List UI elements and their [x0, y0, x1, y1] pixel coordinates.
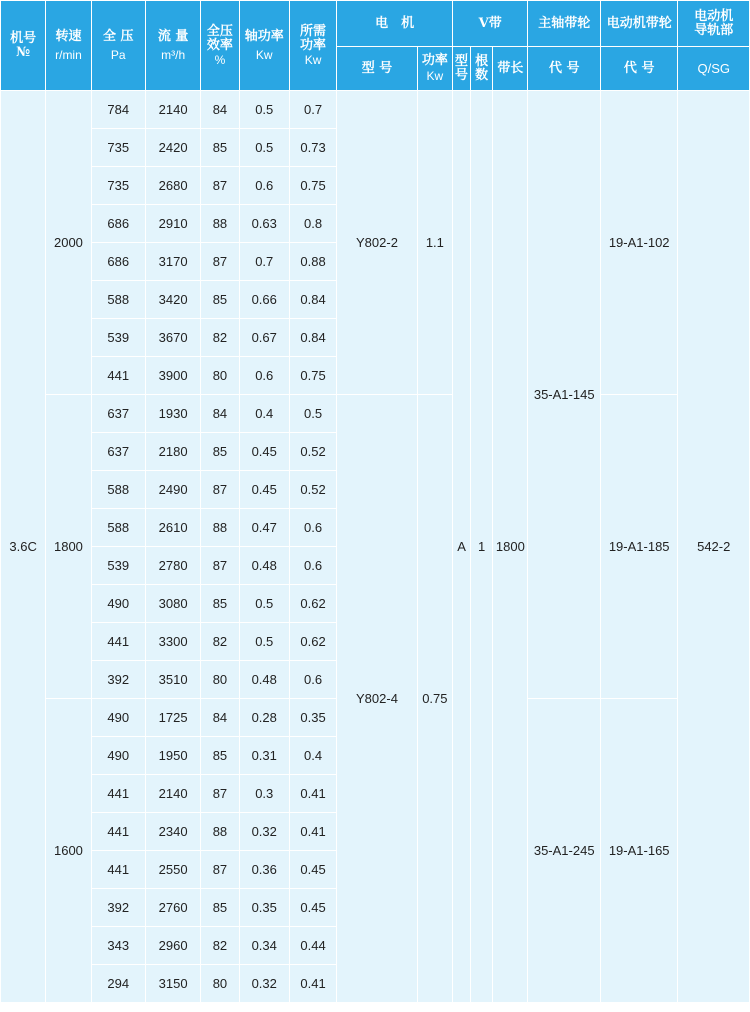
shaft-power-cell: 0.47 [239, 509, 289, 547]
required-power-cell: 0.75 [289, 357, 336, 395]
required-power-cell: 0.6 [289, 509, 336, 547]
flow-cell: 3670 [145, 319, 200, 357]
required-power-cell: 0.8 [289, 205, 336, 243]
header-vbelt-length: 带长 [493, 47, 528, 91]
shaft-power-cell: 0.5 [239, 91, 289, 129]
flow-cell: 1950 [145, 737, 200, 775]
speed-cell: 1800 [46, 395, 91, 699]
flow-cell: 2910 [145, 205, 200, 243]
pressure-cell: 735 [91, 167, 145, 205]
required-power-cell: 0.6 [289, 661, 336, 699]
shaft-power-cell: 0.63 [239, 205, 289, 243]
shaft-power-cell: 0.36 [239, 851, 289, 889]
required-power-cell: 0.35 [289, 699, 336, 737]
shaft-power-cell: 0.45 [239, 433, 289, 471]
header-vbelt-type: 型 号 [452, 47, 470, 91]
table-body [1, 91, 750, 1003]
required-power-cell: 0.84 [289, 319, 336, 357]
flow-cell: 3170 [145, 243, 200, 281]
shaft-power-cell: 0.7 [239, 243, 289, 281]
efficiency-cell: 82 [201, 927, 239, 965]
flow-cell: 2960 [145, 927, 200, 965]
pressure-cell: 392 [91, 889, 145, 927]
required-power-cell: 0.84 [289, 281, 336, 319]
pressure-cell: 588 [91, 509, 145, 547]
pressure-cell: 686 [91, 243, 145, 281]
pressure-cell: 490 [91, 699, 145, 737]
motor-pulley-cell: 19-A1-102 [600, 91, 678, 395]
efficiency-cell: 87 [201, 471, 239, 509]
shaft-power-cell: 0.67 [239, 319, 289, 357]
header-vbelt: V带 [452, 1, 527, 47]
pressure-cell: 588 [91, 281, 145, 319]
required-power-cell: 0.88 [289, 243, 336, 281]
header-rail: 电动机 导轨部 [678, 1, 750, 47]
flow-cell: 2610 [145, 509, 200, 547]
pressure-cell: 637 [91, 395, 145, 433]
spindle-pulley-cell: 35-A1-245 [528, 699, 600, 1003]
flow-cell: 2340 [145, 813, 200, 851]
flow-cell: 2550 [145, 851, 200, 889]
motor-pulley-cell: 19-A1-185 [600, 395, 678, 699]
shaft-power-cell: 0.32 [239, 813, 289, 851]
efficiency-cell: 80 [201, 661, 239, 699]
pressure-cell: 441 [91, 775, 145, 813]
motor-power-cell: 0.75 [417, 395, 452, 1003]
pressure-cell: 686 [91, 205, 145, 243]
shaft-power-cell: 0.32 [239, 965, 289, 1003]
efficiency-cell: 88 [201, 813, 239, 851]
efficiency-cell: 85 [201, 585, 239, 623]
flow-cell: 1725 [145, 699, 200, 737]
pressure-cell: 441 [91, 851, 145, 889]
vbelt-length-cell: 1800 [493, 91, 528, 1003]
required-power-cell: 0.45 [289, 889, 336, 927]
shaft-power-cell: 0.66 [239, 281, 289, 319]
shaft-power-cell: 0.6 [239, 357, 289, 395]
efficiency-cell: 84 [201, 699, 239, 737]
pressure-cell: 588 [91, 471, 145, 509]
required-power-cell: 0.62 [289, 623, 336, 661]
flow-cell: 2140 [145, 775, 200, 813]
flow-cell: 3300 [145, 623, 200, 661]
motor-pulley-cell: 19-A1-165 [600, 699, 678, 1003]
shaft-power-cell: 0.34 [239, 927, 289, 965]
efficiency-cell: 80 [201, 357, 239, 395]
efficiency-cell: 84 [201, 91, 239, 129]
header-motor-pulley: 电动机带轮 [600, 1, 678, 47]
pressure-cell: 539 [91, 547, 145, 585]
pressure-cell: 294 [91, 965, 145, 1003]
flow-cell: 2140 [145, 91, 200, 129]
model-cell: 3.6C [1, 91, 46, 1003]
header-motor-pulley-code: 代 号 [600, 47, 678, 91]
header-motor-model: 型 号 [337, 47, 418, 91]
shaft-power-cell: 0.31 [239, 737, 289, 775]
flow-cell: 3900 [145, 357, 200, 395]
flow-cell: 2760 [145, 889, 200, 927]
efficiency-cell: 82 [201, 319, 239, 357]
shaft-power-cell: 0.6 [239, 167, 289, 205]
header-efficiency: 全压 效率 % [201, 1, 239, 91]
header-motor: 电 机 [337, 1, 453, 47]
efficiency-cell: 88 [201, 509, 239, 547]
table-row [1, 91, 750, 129]
header-vbelt-count: 根 数 [471, 47, 493, 91]
header-pressure: 全 压 Pa [91, 1, 145, 91]
vbelt-type-cell: A [452, 91, 470, 1003]
efficiency-cell: 82 [201, 623, 239, 661]
required-power-cell: 0.62 [289, 585, 336, 623]
flow-cell: 3510 [145, 661, 200, 699]
header-speed: 转速 r/min [46, 1, 91, 91]
efficiency-cell: 85 [201, 129, 239, 167]
header-spindle-code: 代 号 [528, 47, 600, 91]
flow-cell: 2780 [145, 547, 200, 585]
shaft-power-cell: 0.48 [239, 661, 289, 699]
shaft-power-cell: 0.5 [239, 623, 289, 661]
header-rail-code: Q/SG [678, 47, 750, 91]
pressure-cell: 392 [91, 661, 145, 699]
required-power-cell: 0.41 [289, 813, 336, 851]
flow-cell: 2180 [145, 433, 200, 471]
header-shaft-power: 轴功率 Kw [239, 1, 289, 91]
efficiency-cell: 85 [201, 889, 239, 927]
required-power-cell: 0.44 [289, 927, 336, 965]
motor-model-cell: Y802-2 [337, 91, 418, 395]
pressure-cell: 343 [91, 927, 145, 965]
flow-cell: 1930 [145, 395, 200, 433]
pressure-cell: 490 [91, 737, 145, 775]
flow-cell: 2420 [145, 129, 200, 167]
required-power-cell: 0.41 [289, 775, 336, 813]
efficiency-cell: 85 [201, 281, 239, 319]
efficiency-cell: 84 [201, 395, 239, 433]
spindle-pulley-cell: 35-A1-145 [528, 91, 600, 699]
shaft-power-cell: 0.3 [239, 775, 289, 813]
efficiency-cell: 87 [201, 547, 239, 585]
required-power-cell: 0.52 [289, 471, 336, 509]
rail-cell: 542-2 [678, 91, 750, 1003]
pressure-cell: 784 [91, 91, 145, 129]
efficiency-cell: 87 [201, 851, 239, 889]
efficiency-cell: 87 [201, 243, 239, 281]
vbelt-count-cell: 1 [471, 91, 493, 1003]
required-power-cell: 0.7 [289, 91, 336, 129]
shaft-power-cell: 0.48 [239, 547, 289, 585]
required-power-cell: 0.73 [289, 129, 336, 167]
required-power-cell: 0.5 [289, 395, 336, 433]
efficiency-cell: 85 [201, 737, 239, 775]
flow-cell: 3420 [145, 281, 200, 319]
speed-cell: 1600 [46, 699, 91, 1003]
efficiency-cell: 85 [201, 433, 239, 471]
header-flow: 流 量 m³/h [145, 1, 200, 91]
pressure-cell: 441 [91, 813, 145, 851]
motor-model-cell: Y802-4 [337, 395, 418, 1003]
required-power-cell: 0.6 [289, 547, 336, 585]
flow-cell: 3080 [145, 585, 200, 623]
speed-cell: 2000 [46, 91, 91, 395]
pressure-cell: 441 [91, 357, 145, 395]
table-row [1, 395, 750, 433]
motor-power-cell: 1.1 [417, 91, 452, 395]
shaft-power-cell: 0.4 [239, 395, 289, 433]
required-power-cell: 0.45 [289, 851, 336, 889]
shaft-power-cell: 0.5 [239, 129, 289, 167]
efficiency-cell: 87 [201, 775, 239, 813]
efficiency-cell: 87 [201, 167, 239, 205]
required-power-cell: 0.75 [289, 167, 336, 205]
required-power-cell: 0.52 [289, 433, 336, 471]
efficiency-cell: 88 [201, 205, 239, 243]
efficiency-cell: 80 [201, 965, 239, 1003]
flow-cell: 2680 [145, 167, 200, 205]
pressure-cell: 735 [91, 129, 145, 167]
pressure-cell: 490 [91, 585, 145, 623]
shaft-power-cell: 0.45 [239, 471, 289, 509]
header-motor-power: 功率 Kw [417, 47, 452, 91]
shaft-power-cell: 0.5 [239, 585, 289, 623]
header-required-power: 所需 功率 Kw [289, 1, 336, 91]
shaft-power-cell: 0.35 [239, 889, 289, 927]
required-power-cell: 0.4 [289, 737, 336, 775]
pressure-cell: 539 [91, 319, 145, 357]
flow-cell: 3150 [145, 965, 200, 1003]
header-spindle-pulley: 主轴带轮 [528, 1, 600, 47]
pressure-cell: 441 [91, 623, 145, 661]
required-power-cell: 0.41 [289, 965, 336, 1003]
shaft-power-cell: 0.28 [239, 699, 289, 737]
flow-cell: 2490 [145, 471, 200, 509]
pressure-cell: 637 [91, 433, 145, 471]
header-model-no: 机号 № [1, 1, 46, 91]
